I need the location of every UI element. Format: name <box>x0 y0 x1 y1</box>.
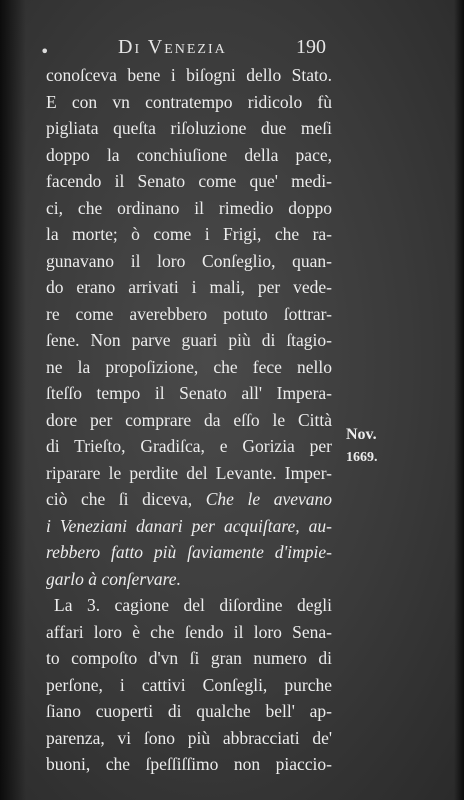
running-title: Di Venezia <box>118 36 227 58</box>
text-line: perſone, i cattivi Conſegli, purche <box>46 674 332 695</box>
italic-line: garlo à conſervare. <box>46 568 181 589</box>
text-line-mixed <box>46 486 332 513</box>
text-line: parenza, vi ſono più abbracciati de' <box>46 727 332 748</box>
text-line: dore per comprare da eſſo le Città <box>46 409 332 430</box>
page-edge-shadow <box>454 0 464 800</box>
text-line: ſiano cuoperti di qualche bell' ap- <box>46 701 332 721</box>
text-line: la morte; ò come i Frigi, che ra- <box>46 224 332 244</box>
paragraph-start-line: La 3. cagione del diſordine degli <box>54 595 332 615</box>
italic-line: i Veneziani danari per acquiſtare, au- <box>46 515 332 536</box>
text-line: pigliata queſta riſoluzione due meſi <box>46 118 332 138</box>
text-line: gunavano il loro Conſeglio, quan- <box>46 250 332 271</box>
header-ornament: • <box>40 42 50 61</box>
text-line: ne la propoſizione, che fece nello <box>46 356 332 377</box>
body-text <box>46 62 332 778</box>
italic-line: rebbero fatto più ſaviamente d'impie- <box>46 542 332 562</box>
text-line: affari loro è che ſendo il loro Sena- <box>46 621 332 642</box>
text-line: di Trieſto, Gradiſca, e Gorizia per <box>46 436 332 456</box>
text-line: ſteſſo tempo il Senato all' Impera- <box>46 383 332 403</box>
text-line: do erano arrivati i mali, per vede- <box>46 277 332 297</box>
spine-shadow <box>0 0 26 800</box>
text-line: re come averebbero potuto ſottrar- <box>46 303 332 324</box>
page-number: 190 <box>296 36 326 58</box>
text-line: E con vn contratempo ridicolo fù <box>46 91 332 112</box>
text-line: facendo il Senato come que' medi- <box>46 171 332 191</box>
text-line: to compoſto d'vn ſi gran numero di <box>46 648 332 668</box>
text-line: buoni, che ſpeſſiſſimo non piaccio- <box>46 754 332 774</box>
text-line: doppo la conchiuſione della pace, <box>46 144 332 165</box>
text-line: ci, che ordinano il rimedio doppo <box>46 197 332 218</box>
text-line: conoſceva bene i biſogni dello Stato. <box>46 65 332 85</box>
roman-fragment: ciò che ſi diceva, <box>46 489 206 509</box>
margin-note-year: 1669. <box>346 450 378 465</box>
margin-note-month: Nov. <box>346 426 377 443</box>
text-line: ſene. Non parve guari più di ſtagio- <box>46 330 332 350</box>
text-line: riparare le perdite del Levante. Imper- <box>46 462 332 483</box>
italic-fragment: Che le avevano <box>205 489 333 509</box>
